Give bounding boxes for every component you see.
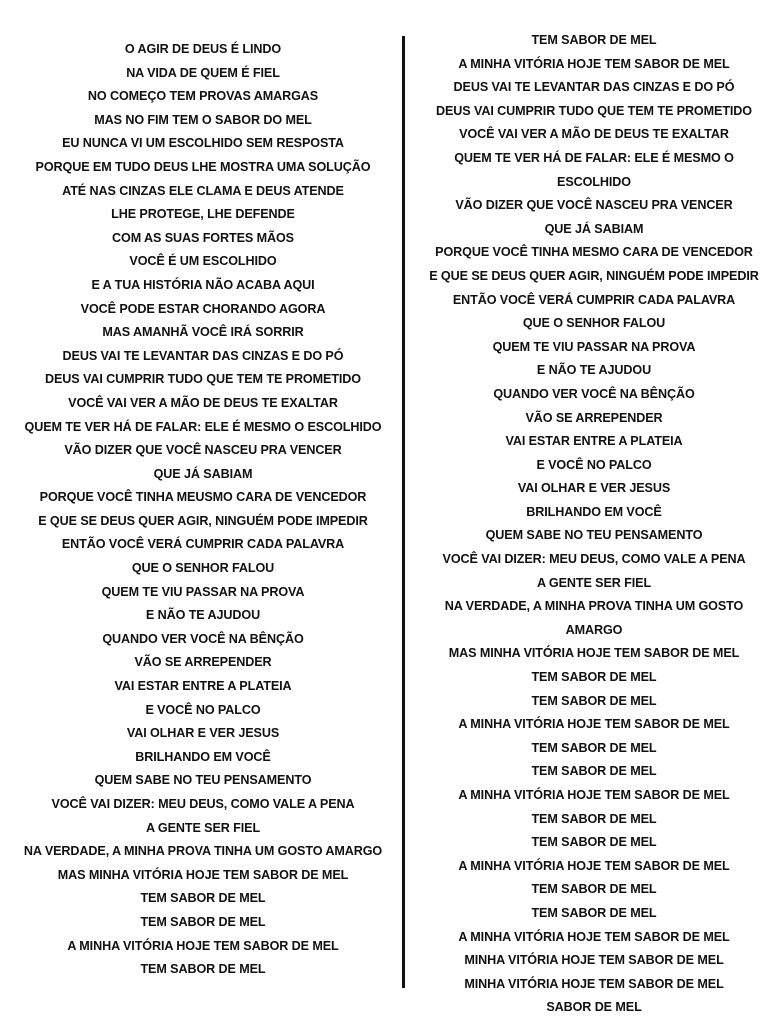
lyric-line: MINHA VITÓRIA HOJE TEM SABOR DE MEL bbox=[464, 976, 724, 991]
lyric-line: TEM SABOR DE MEL bbox=[140, 914, 266, 929]
lyric-line: QUE O SENHOR FALOU bbox=[522, 316, 666, 331]
lyric-line: MINHA VITÓRIA HOJE TEM SABOR DE MEL bbox=[464, 953, 724, 968]
lyric-line: EU NUNCA VI UM ESCOLHIDO SEM RESPOSTA bbox=[62, 136, 344, 151]
lyric-line: VOCÊ VAI DIZER: MEU DEUS, COMO VALE A PENA bbox=[51, 797, 355, 811]
lyric-line: BRILHANDO EM VOCÊ bbox=[135, 749, 271, 764]
lyric-line: VAI OLHAR E VER JESUS bbox=[126, 726, 280, 741]
lyric-line: ENTÃO VOCÊ VERÁ CUMPRIR CADA PALAVRA bbox=[61, 537, 345, 552]
lyric-line: QUEM TE VER HÁ DE FALAR: ELE É MESMO O ESCOLHIDO bbox=[24, 419, 382, 434]
lyric-line: A MINHA VITÓRIA HOJE TEM SABOR DE MEL bbox=[458, 717, 730, 732]
lyric-line: VOCÊ VAI VER A MÃO DE DEUS TE EXALTAR bbox=[459, 127, 729, 142]
lyric-line: PORQUE VOCÊ TINHA MESMO CARA DE VENCEDOR bbox=[435, 245, 753, 260]
lyric-line: QUE O SENHOR FALOU bbox=[131, 561, 275, 576]
lyric-line: MAS MINHA VITÓRIA HOJE TEM SABOR DE MEL bbox=[448, 646, 740, 661]
lyric-line: VOCÊ VAI DIZER: MEU DEUS, COMO VALE A PENA bbox=[442, 552, 746, 567]
lyric-line: ENTÃO VOCÊ VERÁ CUMPRIR CADA PALAVRA bbox=[452, 292, 736, 307]
lyric-line: NO COMEÇO TEM PROVAS AMARGAS bbox=[87, 89, 319, 104]
lyric-line: VÃO SE ARREPENDER bbox=[134, 655, 272, 670]
lyric-line: PORQUE VOCÊ TINHA MEUSMO CARA DE VENCEDOR bbox=[39, 490, 367, 505]
lyric-line: TEM SABOR DE MEL bbox=[140, 891, 266, 906]
lyric-line: O AGIR DE DEUS É LINDO bbox=[124, 42, 282, 56]
lyric-line: E VOCÊ NO PALCO bbox=[145, 702, 261, 717]
lyric-line: COM AS SUAS FORTES MÃOS bbox=[112, 230, 294, 245]
lyric-line: A GENTE SER FIEL bbox=[536, 575, 652, 590]
lyric-line: E NÃO TE AJUDOU bbox=[145, 608, 261, 623]
lyric-line: TEM SABOR DE MEL bbox=[531, 33, 657, 47]
lyric-line: QUANDO VER VOCÊ NA BÊNÇÃO bbox=[102, 631, 304, 646]
column-divider bbox=[402, 36, 405, 988]
lyric-line: QUEM TE VER HÁ DE FALAR: ELE É MESMO O bbox=[454, 150, 734, 165]
lyric-line: NA VIDA DE QUEM É FIEL bbox=[126, 65, 280, 80]
lyric-line: TEM SABOR DE MEL bbox=[531, 835, 657, 850]
lyric-line: A MINHA VITÓRIA HOJE TEM SABOR DE MEL bbox=[67, 938, 339, 953]
lyric-line: E A TUA HISTÓRIA NÃO ACABA AQUI bbox=[91, 277, 315, 292]
lyric-line: VÃO DIZER QUE VOCÊ NASCEU PRA VENCER bbox=[64, 443, 342, 458]
lyrics-left-column bbox=[6, 0, 400, 982]
lyric-line: DEUS VAI TE LEVANTAR DAS CINZAS E DO PÓ bbox=[62, 348, 344, 363]
lyric-line: PORQUE EM TUDO DEUS LHE MOSTRA UMA SOLUÇÃO bbox=[35, 159, 371, 174]
lyric-line: E VOCÊ NO PALCO bbox=[536, 457, 652, 472]
lyric-line: QUEM TE VIU PASSAR NA PROVA bbox=[492, 339, 696, 354]
lyric-line: MAS NO FIM TEM O SABOR DO MEL bbox=[94, 112, 312, 127]
lyric-line: TEM SABOR DE MEL bbox=[531, 811, 657, 826]
lyric-line: E NÃO TE AJUDOU bbox=[536, 363, 652, 378]
lyric-line: SABOR DE MEL bbox=[546, 1000, 642, 1015]
lyric-line: DEUS VAI CUMPRIR TUDO QUE TEM TE PROMETIDO bbox=[44, 372, 362, 387]
lyric-line: ESCOLHIDO bbox=[557, 174, 631, 189]
lyric-line: QUANDO VER VOCÊ NA BÊNÇÃO bbox=[493, 386, 695, 401]
lyric-line: E QUE SE DEUS QUER AGIR, NINGUÉM PODE IMPEDIR bbox=[429, 268, 759, 283]
lyric-line: QUEM SABE NO TEU PENSAMENTO bbox=[485, 528, 703, 543]
lyric-line: A MINHA VITÓRIA HOJE TEM SABOR DE MEL bbox=[458, 56, 730, 71]
lyric-line: QUEM TE VIU PASSAR NA PROVA bbox=[101, 584, 305, 599]
lyric-line: QUE JÁ SABIAM bbox=[153, 466, 253, 481]
lyric-line: TEM SABOR DE MEL bbox=[531, 882, 657, 897]
lyric-line: VÃO SE ARREPENDER bbox=[525, 410, 663, 425]
lyric-line: VAI ESTAR ENTRE A PLATEIA bbox=[114, 679, 292, 694]
lyric-line: TEM SABOR DE MEL bbox=[531, 693, 657, 708]
lyric-line: TEM SABOR DE MEL bbox=[531, 764, 657, 779]
lyric-line: TEM SABOR DE MEL bbox=[531, 905, 657, 920]
lyric-line: QUEM SABE NO TEU PENSAMENTO bbox=[94, 773, 312, 788]
lyric-line: VAI OLHAR E VER JESUS bbox=[517, 481, 671, 496]
lyric-line: A GENTE SER FIEL bbox=[145, 820, 261, 835]
lyric-line: VAI ESTAR ENTRE A PLATEIA bbox=[505, 434, 683, 449]
lyric-line: A MINHA VITÓRIA HOJE TEM SABOR DE MEL bbox=[458, 788, 730, 802]
lyric-line: TEM SABOR DE MEL bbox=[531, 670, 657, 685]
lyric-line: TEM SABOR DE MEL bbox=[140, 962, 266, 977]
lyric-line: AMARGO bbox=[565, 622, 623, 637]
lyric-line: LHE PROTEGE, LHE DEFENDE bbox=[111, 207, 295, 222]
lyric-line: VOCÊ É UM ESCOLHIDO bbox=[129, 254, 277, 269]
lyric-line: TEM SABOR DE MEL bbox=[531, 740, 657, 755]
lyric-line: MAS MINHA VITÓRIA HOJE TEM SABOR DE MEL bbox=[57, 867, 349, 882]
lyric-line: VOCÊ VAI VER A MÃO DE DEUS TE EXALTAR bbox=[68, 395, 338, 410]
lyric-line: DEUS VAI CUMPRIR TUDO QUE TEM TE PROMETIDO bbox=[435, 103, 753, 118]
lyric-line: E QUE SE DEUS QUER AGIR, NINGUÉM PODE IMPEDIR bbox=[38, 513, 368, 528]
lyric-line: A MINHA VITÓRIA HOJE TEM SABOR DE MEL bbox=[458, 858, 730, 873]
lyric-line: VOCÊ PODE ESTAR CHORANDO AGORA bbox=[80, 301, 326, 316]
lyric-line: BRILHANDO EM VOCÊ bbox=[526, 504, 662, 519]
lyric-line: ATÉ NAS CINZAS ELE CLAMA E DEUS ATENDE bbox=[62, 183, 344, 198]
lyrics-right-column bbox=[420, 0, 768, 1020]
lyric-line: A MINHA VITÓRIA HOJE TEM SABOR DE MEL bbox=[458, 929, 730, 944]
lyric-line: NA VERDADE, A MINHA PROVA TINHA UM GOSTO AMARGO bbox=[23, 844, 383, 859]
lyric-line: QUE JÁ SABIAM bbox=[544, 221, 644, 236]
lyric-line: MAS AMANHÃ VOCÊ IRÁ SORRIR bbox=[102, 325, 304, 340]
lyric-line: VÃO DIZER QUE VOCÊ NASCEU PRA VENCER bbox=[455, 198, 733, 213]
lyric-line: DEUS VAI TE LEVANTAR DAS CINZAS E DO PÓ bbox=[453, 80, 735, 95]
lyric-line: NA VERDADE, A MINHA PROVA TINHA UM GOSTO bbox=[444, 599, 744, 614]
